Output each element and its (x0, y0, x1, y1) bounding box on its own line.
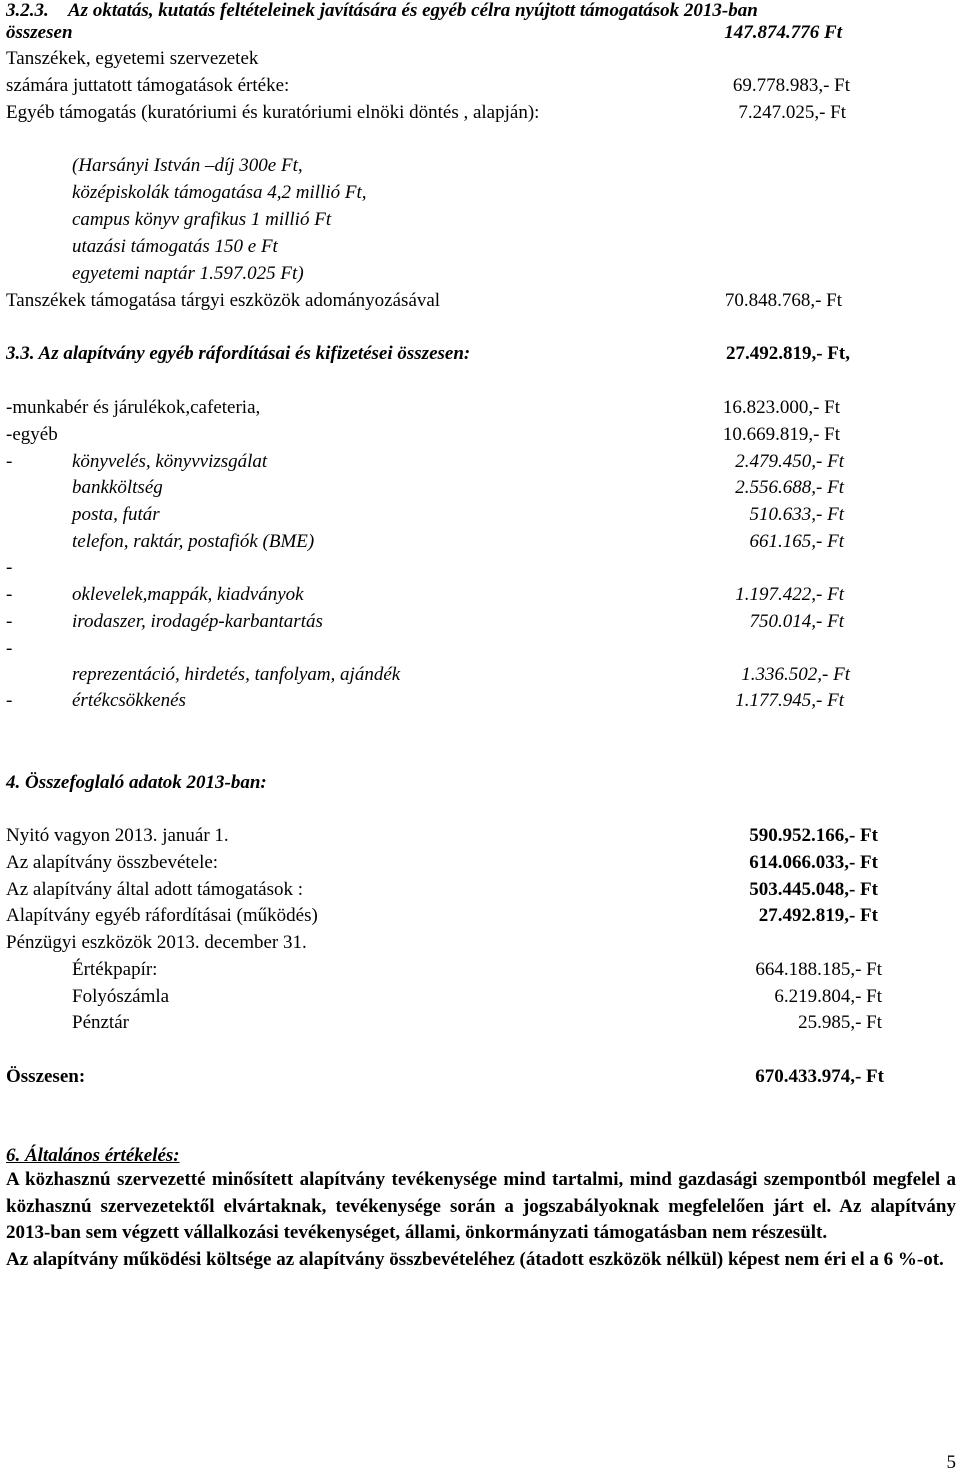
amount: 1.336.502,- Ft (741, 664, 850, 685)
summary-label: Nyitó vagyon 2013. január 1. (6, 825, 229, 846)
summary-sub-label: Értékpapír: (72, 959, 158, 980)
dash: - (6, 584, 13, 605)
amount: 7.247.025,- Ft (738, 102, 846, 123)
note-line: középiskolák támogatása 4,2 millió Ft, (72, 182, 367, 203)
dash: - (6, 451, 13, 472)
section-title: 3.3. Az alapítvány egyéb ráfordításai és kifizetései összesen: (6, 343, 471, 364)
summary-label: Pénzügyi eszközök 2013. december 31. (6, 932, 307, 953)
evaluation-paragraph-2: Az alapítvány működési költsége az alapítvány összbevételéhez (átadott eszközök nélkül) képest nem éri el a 6 %-ot. (6, 1248, 944, 1270)
amount: 510.633,- Ft (749, 504, 844, 525)
amount: 1.177.945,- Ft (735, 690, 844, 711)
summary-value: 614.066.033,- Ft (749, 852, 878, 873)
list-item: könyvelés, könyvvizsgálat (72, 451, 268, 472)
section-number: 3.2.3. (6, 0, 49, 21)
section-title: 4. Összefoglaló adatok 2013-ban: (6, 772, 267, 793)
note-line: utazási támogatás 150 e Ft (72, 236, 278, 257)
list-item: bankköltség (72, 477, 163, 498)
summary-sub-value: 664.188.185,- Ft (755, 959, 882, 980)
amount: 750.014,- Ft (749, 611, 844, 632)
summary-sub-label: Folyószámla (72, 986, 170, 1007)
dash: - (6, 557, 13, 578)
list-item: irodaszer, irodagép-karbantartás (72, 611, 323, 632)
amount: 10.669.819,- Ft (722, 424, 840, 445)
amount: 661.165,- Ft (749, 531, 844, 552)
list-item: -munkabér és járulékok,cafeteria, (6, 397, 261, 418)
note-line: (Harsányi István –díj 300e Ft, (72, 155, 303, 176)
summary-label: Az alapítvány által adott támogatások : (6, 879, 304, 900)
list-item: reprezentáció, hirdetés, tanfolyam, ajándék (72, 664, 401, 685)
amount: 2.479.450,- Ft (735, 451, 844, 472)
summary-sub-value: 25.985,- Ft (798, 1012, 882, 1033)
list-item: telefon, raktár, postafiók (BME) (72, 531, 315, 552)
section-title-line2: összesen (6, 22, 73, 43)
page-number: 5 (946, 1452, 956, 1473)
summary-sub-value: 6.219.804,- Ft (774, 986, 882, 1007)
summary-label: Az alapítvány összbevétele: (6, 852, 219, 873)
amount: 70.848.768,- Ft (724, 290, 842, 311)
dash: - (6, 611, 13, 632)
evaluation-paragraph-1: A közhasznú szervezetté minősített alapítvány tevékenysége mind tartalmi, mind gazdasági szempontból megfelel a közhasznú szervezetektől elvártaknak, tevékenysége során a jogszabályoknak megfelelően járt el. Az alapítvány 2013-ban sem végzett vállalkozási tevékenységet, állami, önkormányzati támogatásban nem részesült. (6, 1169, 956, 1244)
amount: 1.197.422,- Ft (735, 584, 844, 605)
section-total: 27.492.819,- Ft, (725, 343, 850, 364)
list-item: posta, futár (72, 504, 160, 525)
summary-sub-label: Pénztár (72, 1012, 129, 1033)
text-line: Egyéb támogatás (kuratóriumi és kuratóriumi elnöki döntés , alapján): (6, 102, 540, 123)
text-line: számára juttatott támogatások értéke: (6, 75, 290, 96)
list-item: oklevelek,mappák, kiadványok (72, 584, 304, 605)
note-line: campus könyv grafikus 1 millió Ft (72, 209, 332, 230)
summary-value: 27.492.819,- Ft (758, 905, 878, 926)
text-line: Tanszékek, egyetemi szervezetek (6, 48, 259, 69)
amount: 69.778.983,- Ft (732, 75, 850, 96)
total-label: Összesen: (6, 1066, 86, 1087)
amount: 2.556.688,- Ft (735, 477, 844, 498)
section-title-line1: Az oktatás, kutatás feltételeinek javítására és egyéb célra nyújtott támogatások 2013-ban (68, 0, 758, 21)
total-value: 670.433.974,- Ft (755, 1066, 884, 1087)
amount: 16.823.000,- Ft (722, 397, 840, 418)
summary-value: 590.952.166,- Ft (749, 825, 878, 846)
note-line: egyetemi naptár 1.597.025 Ft) (72, 263, 304, 284)
evaluation-text (6, 1167, 956, 1273)
list-item: -egyéb (6, 424, 58, 445)
section-total: 147.874.776 Ft (724, 22, 842, 43)
section-title: 6. Általános értékelés: (6, 1145, 180, 1166)
dash: - (6, 638, 13, 659)
dash: - (6, 690, 13, 711)
list-item: értékcsökkenés (72, 690, 186, 711)
text-line: Tanszékek támogatása tárgyi eszközök adományozásával (6, 290, 441, 311)
summary-label: Alapítvány egyéb ráfordításai (működés) (6, 905, 318, 926)
summary-value: 503.445.048,- Ft (749, 879, 878, 900)
